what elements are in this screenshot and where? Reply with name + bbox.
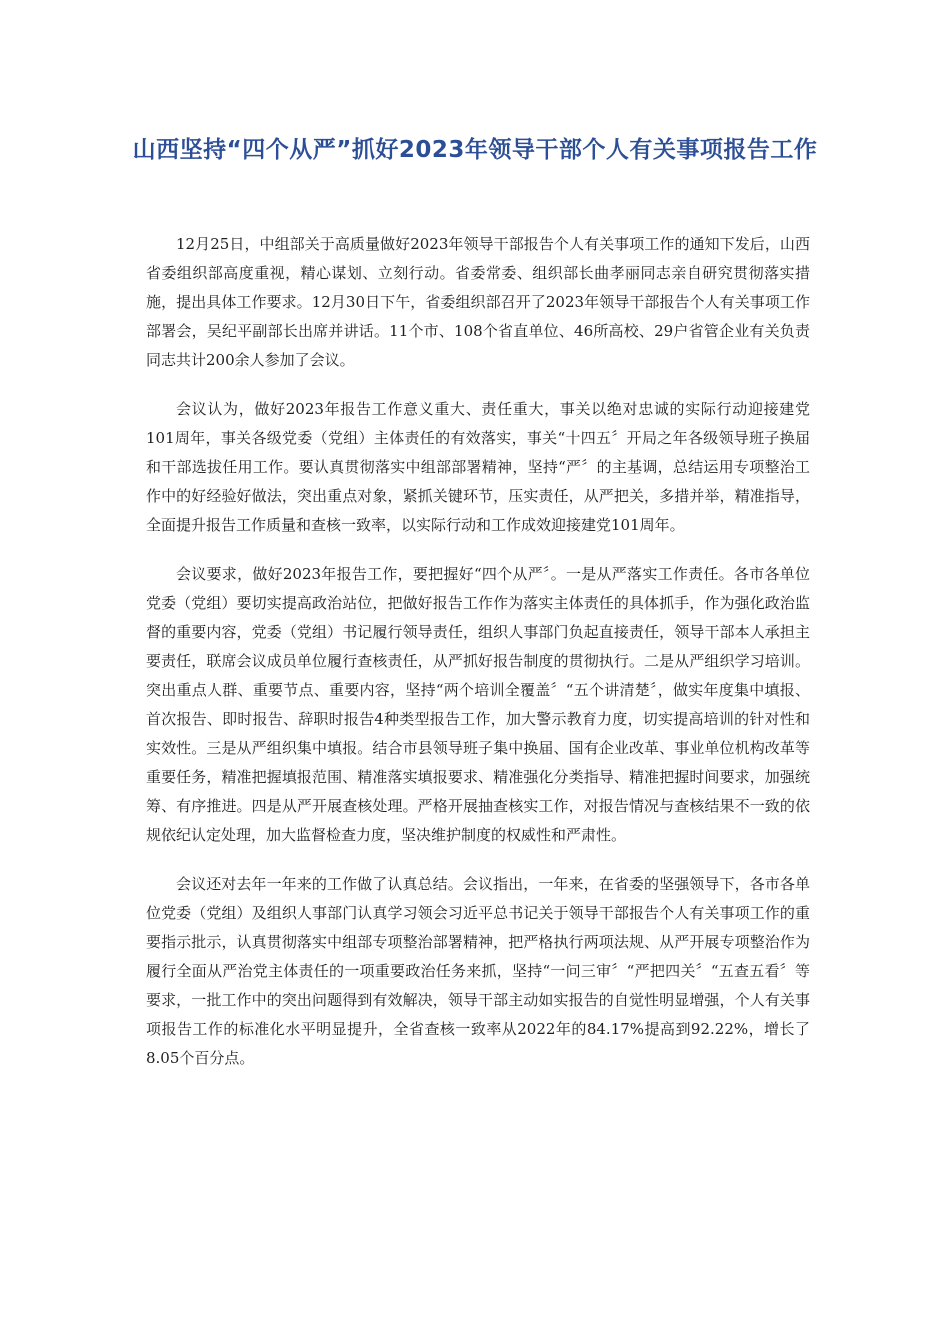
- paragraph-1: 12月25日，中组部关于高质量做好2023年领导干部报告个人有关事项工作的通知下发后，山西省委组织部高度重视，精心谋划、立刻行动。省委常委、组织部长曲孝丽同志亲自研究贯彻落实措施，提出具体工作要求。12月30日下午，省委组织部召开了2023年领导干部报告个人有关事项工作部署会，吴纪平副部长出席并讲话。11个市、108个省直单位、46所高校、29户省管企业有关负责同志共计200余人参加了会议。: [146, 235, 810, 369]
- paragraph-4: 会议还对去年一年来的工作做了认真总结。会议指出，一年来，在省委的坚强领导下，各市各单位党委（党组）及组织人事部门认真学习领会习近平总书记关于领导干部报告个人有关事项工作的重要指示批示，认真贯彻落实中组部专项整治部署精神，把严格执行两项法规、从严开展专项整治作为履行全面从严治党主体责任的一项重要政治任务来抓，坚持“一问三审〞“严把四关〞“五查五看〞等要求，一批工作中的突出问题得到有效解决，领导干部主动如实报告的自觉性明显增强，个人有关事项报告工作的标准化水平明显提升，全省查核一致率从2022年的84.17%提高到92.22%，增长了8.05个百分点。: [146, 875, 810, 1067]
- document-title: 山西坚持“四个从严”抓好2023年领导干部个人有关事项报告工作: [132, 137, 818, 163]
- paragraph-2: 会议认为，做好2023年报告工作意义重大、责任重大，事关以绝对忠诚的实际行动迎接建党101周年，事关各级党委（党组）主体责任的有效落实，事关“十四五〞开局之年各级领导班子换届和干部选拔任用工作。要认真贯彻落实中组部部署精神，坚持“严〞的主基调，总结运用专项整治工作中的好经验好做法，突出重点对象，紧抓关键环节，压实责任，从严把关，多措并举，精准指导，全面提升报告工作质量和查核一致率，以实际行动和工作成效迎接建党101周年。: [146, 400, 810, 534]
- document-body: [146, 230, 810, 1093]
- paragraph-3: 会议要求，做好2023年报告工作，要把握好“四个从严〞。一是从严落实工作责任。各市各单位党委（党组）要切实提高政治站位，把做好报告工作作为落实主体责任的具体抓手，作为强化政治监督的重要内容，党委（党组）书记履行领导责任，组织人事部门负起直接责任，领导干部本人承担主要责任，联席会议成员单位履行查核责任，从严抓好报告制度的贯彻执行。二是从严组织学习培训。突出重点人群、重要节点、重要内容，坚持“两个培训全覆盖〞“五个讲清楚〞，做实年度集中填报、首次报告、即时报告、辞职时报告4种类型报告工作，加大警示教育力度，切实提高培训的针对性和实效性。三是从严组织集中填报。结合市县领导班子集中换届、国有企业改革、事业单位机构改革等重要任务，精准把握填报范围、精准落实填报要求、精准强化分类指导、精准把握时间要求，加强统筹、有序推进。四是从严开展查核处理。严格开展抽查核实工作，对报告情况与查核结果不一致的依规依纪认定处理，加大监督检查力度，坚决维护制度的权威性和严肃性。: [146, 565, 810, 844]
